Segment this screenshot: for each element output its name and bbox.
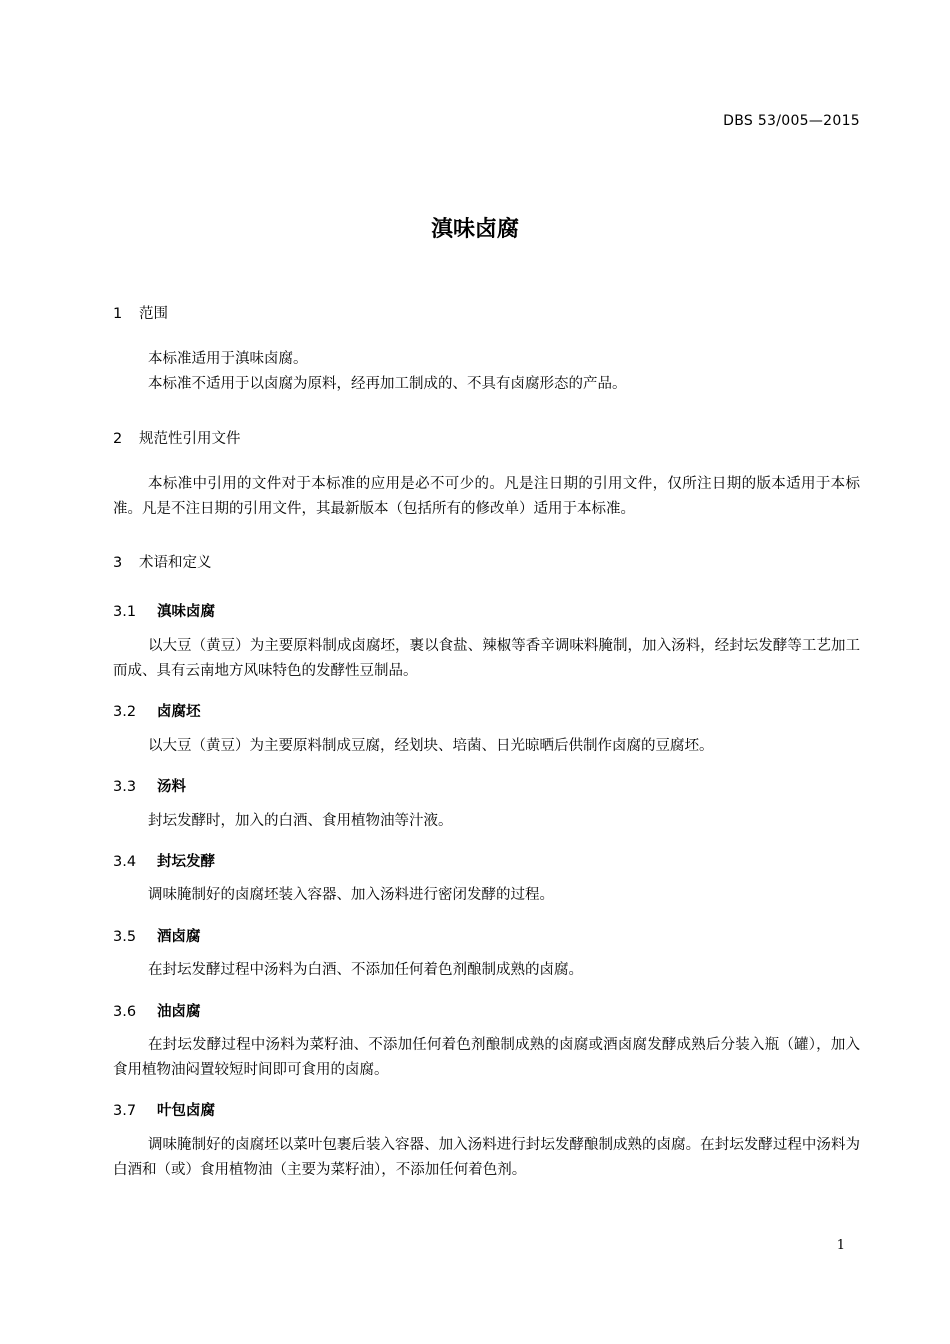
term-number: 3.2 [113,704,137,720]
term-name: 卤腐坯 [157,704,201,720]
term-number: 3.4 [113,854,137,870]
term-number: 3.3 [113,779,137,795]
section-heading-normative-references [113,427,241,448]
term-heading [113,600,215,621]
term-name: 汤料 [157,779,186,795]
term-heading [113,775,186,796]
page-number: 1 [836,1238,845,1253]
term-number: 3.1 [113,604,137,620]
term-name: 酒卤腐 [157,929,201,945]
section-title: 术语和定义 [139,555,212,571]
term-name: 滇味卤腐 [157,604,215,620]
term-definition: 在封坛发酵过程中汤料为菜籽油、不添加任何着色剂酿制成熟的卤腐或酒卤腐发酵成熟后分装入瓶（罐），加入食用植物油闷置较短时间即可食用的卤腐。 [113,1037,860,1078]
term-definition: 以大豆（黄豆）为主要原料制成卤腐坯，裹以食盐、辣椒等香辛调味料腌制，加入汤料，经封坛发酵等工艺加工而成、具有云南地方风味特色的发酵性豆制品。 [113,638,860,679]
document-code: DBS 53/005—2015 [723,113,860,129]
term-definition: 调味腌制好的卤腐坯装入容器、加入汤料进行密闭发酵的过程。 [148,887,554,903]
term-definition: 调味腌制好的卤腐坯以菜叶包裹后装入容器、加入汤料进行封坛发酵酿制成熟的卤腐。在封坛发酵过程中汤料为白酒和（或）食用植物油（主要为菜籽油），不添加任何着色剂。 [113,1137,860,1178]
paragraph: 本标准中引用的文件对于本标准的应用是必不可少的。凡是注日期的引用文件，仅所注日期的版本适用于本标准。凡是不注日期的引用文件，其最新版本（包括所有的修改单）适用于本标准。 [113,476,860,517]
section-number: 1 [113,306,123,322]
term-name: 封坛发酵 [157,854,215,870]
section-heading-terms-definitions [113,551,212,572]
paragraph: 本标准适用于滇味卤腐。 [148,351,308,367]
term-definition: 封坛发酵时，加入的白酒、食用植物油等汁液。 [148,813,453,829]
term-number: 3.6 [113,1004,137,1020]
term-definition: 在封坛发酵过程中汤料为白酒、不添加任何着色剂酿制成熟的卤腐。 [148,962,583,978]
term-name: 叶包卤腐 [157,1103,215,1119]
section-title: 范围 [139,306,168,322]
section-number: 3 [113,555,123,571]
paragraph: 本标准不适用于以卤腐为原料，经再加工制成的、不具有卤腐形态的产品。 [148,376,627,392]
term-definition: 以大豆（黄豆）为主要原料制成豆腐，经划块、培菌、日光晾晒后供制作卤腐的豆腐坯。 [148,738,714,754]
section-heading-scope [113,302,168,323]
term-name: 油卤腐 [157,1004,201,1020]
section-title: 规范性引用文件 [139,431,241,447]
term-heading [113,925,201,946]
term-heading [113,1000,201,1021]
section-number: 2 [113,431,123,447]
term-heading [113,850,215,871]
term-heading [113,700,201,721]
term-heading [113,1099,215,1120]
term-number: 3.5 [113,929,137,945]
document-title: 滇味卤腐 [430,217,519,242]
term-number: 3.7 [113,1103,137,1119]
